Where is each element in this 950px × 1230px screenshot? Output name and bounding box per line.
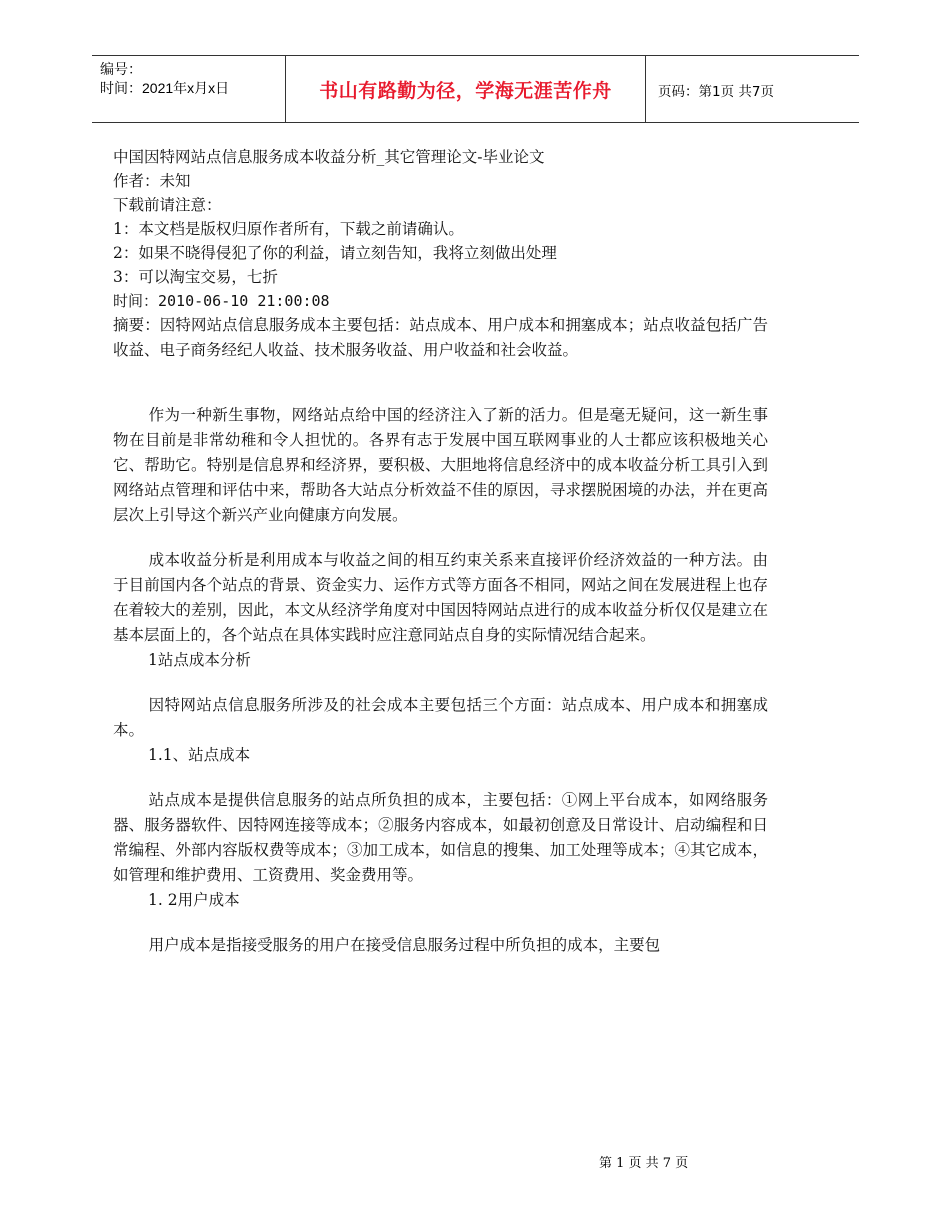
section-heading: 1站点成本分析: [148, 651, 251, 669]
motto-text: 书山有路勤为径，学海无涯苦作舟: [319, 79, 612, 102]
motto-box: [285, 55, 646, 123]
serial-label: 编号：: [100, 61, 142, 77]
page-footer: 第 1 页 共 7 页: [599, 1156, 689, 1171]
abstract-paragraph: 摘要：因特网站点信息服务成本主要包括：站点成本、用户成本和拥塞成本；站点收益包括广告收益、电子商务经纪人收益、技术服务收益、用户收益和社会收益。: [113, 316, 768, 359]
document-title: 中国因特网站点信息服务成本收益分析_其它管理论文-毕业论文: [113, 148, 545, 166]
time-label: 时间：2021年x月x日: [100, 80, 230, 96]
subsection-heading: 1. 2用户成本: [148, 891, 240, 909]
subsection-heading: 1.1、站点成本: [148, 746, 251, 764]
notice-label: 下载前请注意：: [113, 196, 222, 214]
header-meta: [100, 60, 229, 98]
body-paragraph: 站点成本是提供信息服务的站点所负担的成本，主要包括：①网上平台成本，如网络服务器、服务器软件、因特网连接等成本；②服务内容成本，如最初创意及日常设计、启动编程和日常编程、外部内容版权费等成本；③加工成本，如信息的搜集、加工处理等成本；④其它成本，如管理和维护费用、工资费用、奖金费用等。: [113, 791, 768, 884]
body-paragraph: 作为一种新生事物，网络站点给中国的经济注入了新的活力。但是毫无疑问，这一新生事物在目前是非常幼稚和令人担忧的。各界有志于发展中国互联网事业的人士都应该积极地关心它、帮助它。特别是信息界和经济界，要积极、大胆地将信息经济中的成本收益分析工具引入到网络站点管理和评估中来，帮助各大站点分析效益不佳的原因，寻求摆脱困境的办法，并在更高层次上引导这个新兴产业向健康方向发展。: [113, 406, 768, 524]
header-page-info: 页码：第1页 共7页: [658, 84, 774, 100]
body-paragraph: 成本收益分析是利用成本与收益之间的相互约束关系来直接评价经济效益的一种方法。由于目前国内各个站点的背景、资金实力、运作方式等方面各不相同，网站之间在发展进程上也存在着较大的差别，因此，本文从经济学角度对中国因特网站点进行的成本收益分析仅仅是建立在基本层面上的，各个站点在具体实践时应注意同站点自身的实际情况结合起来。: [113, 551, 768, 644]
author-line: 作者：未知: [113, 172, 191, 190]
body-paragraph: 用户成本是指接受服务的用户在接受信息服务过程中所负担的成本，主要包: [148, 936, 661, 954]
document-meta: [113, 145, 768, 313]
notice-item: 3：可以淘宝交易，七折: [113, 268, 278, 286]
notice-item: 1：本文档是版权归原作者所有，下载之前请确认。: [113, 220, 464, 238]
body-paragraph: 因特网站点信息服务所涉及的社会成本主要包括三个方面：站点成本、用户成本和拥塞成本。: [113, 696, 768, 739]
time-line: 时间：2010-06-10 21:00:08: [113, 292, 330, 310]
notice-item: 2：如果不晓得侵犯了你的利益，请立刻告知，我将立刻做出处理: [113, 244, 557, 262]
document-body: [113, 145, 768, 958]
page-header: [92, 55, 859, 123]
